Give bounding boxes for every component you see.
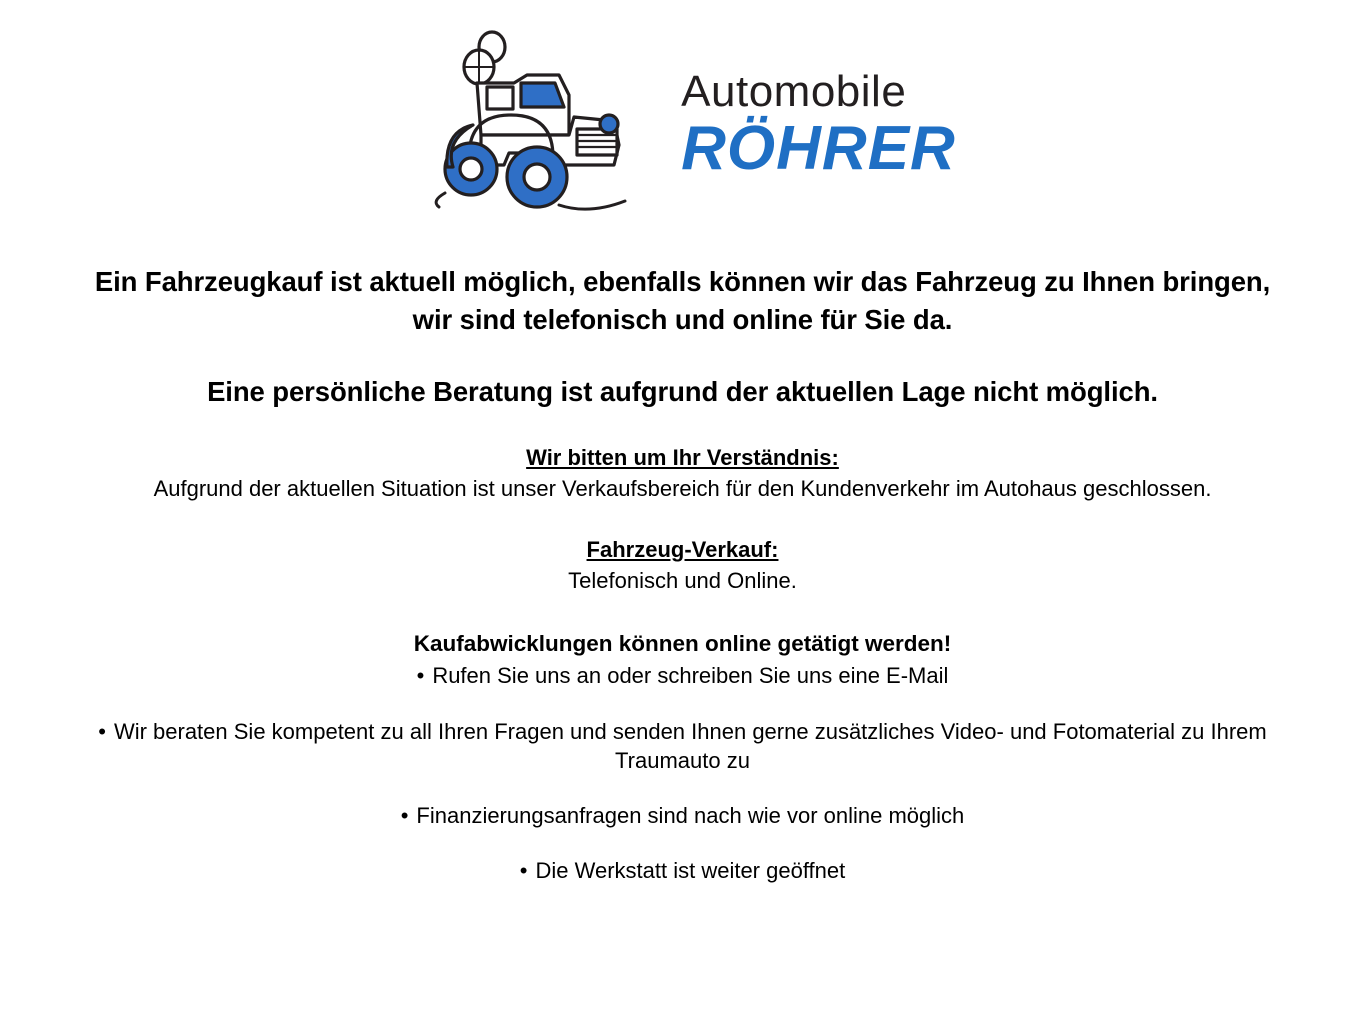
list-item [75,856,1290,885]
closing-heading: Kaufabwicklungen können online getätigt werden! [413,631,952,657]
list-item-label: Wir beraten Sie kompetent zu all Ihren Fragen und senden Ihnen gerne zusätzliches Video- und Fotomaterial zu Ihrem Traumauto zu [113,718,1267,773]
logo-word-roehrer: RÖHRER [681,113,956,183]
closing-bullet-list [75,661,1290,885]
bullet-icon: • [98,718,106,744]
section-verstaendnis [75,445,1290,503]
list-item-label: Die Werkstatt ist weiter geöffnet [535,858,846,884]
headline-primary: Ein Fahrzeugkauf ist aktuell möglich, ebenfalls können wir das Fahrzeug zu Ihnen bringen, wir sind telefonisch und online für Sie da. [94,266,1271,335]
bullet-icon: • [400,803,409,829]
list-item-label: Rufen Sie uns an oder schreiben Sie uns eine E-Mail [432,663,949,689]
section-body-verstaendnis: Aufgrund der aktuellen Situation ist unser Verkaufsbereich für den Kundenverkehr im Autohaus geschlossen. [153,475,1212,501]
logo-wordmark [681,66,956,186]
section-body-verkauf: Telefonisch und Online. [568,568,797,594]
vintage-car-icon [409,25,659,230]
list-item-label: Finanzierungsanfragen sind nach wie vor online möglich [416,803,965,829]
section-verkauf [75,537,1290,595]
bullet-icon: • [519,858,528,884]
announcement-content [0,263,1365,886]
section-title-verkauf: Fahrzeug-Verkauf: [586,537,779,563]
list-item [75,717,1290,776]
logo-header [0,0,1365,225]
headline-secondary: Eine persönliche Beratung ist aufgrund der aktuellen Lage nicht möglich. [207,375,1158,407]
list-item [75,661,1290,690]
list-item [75,801,1290,830]
logo-word-automobile: Automobile [681,66,907,116]
bullet-icon: • [416,663,425,689]
section-title-verstaendnis: Wir bitten um Ihr Verständnis: [526,444,839,470]
